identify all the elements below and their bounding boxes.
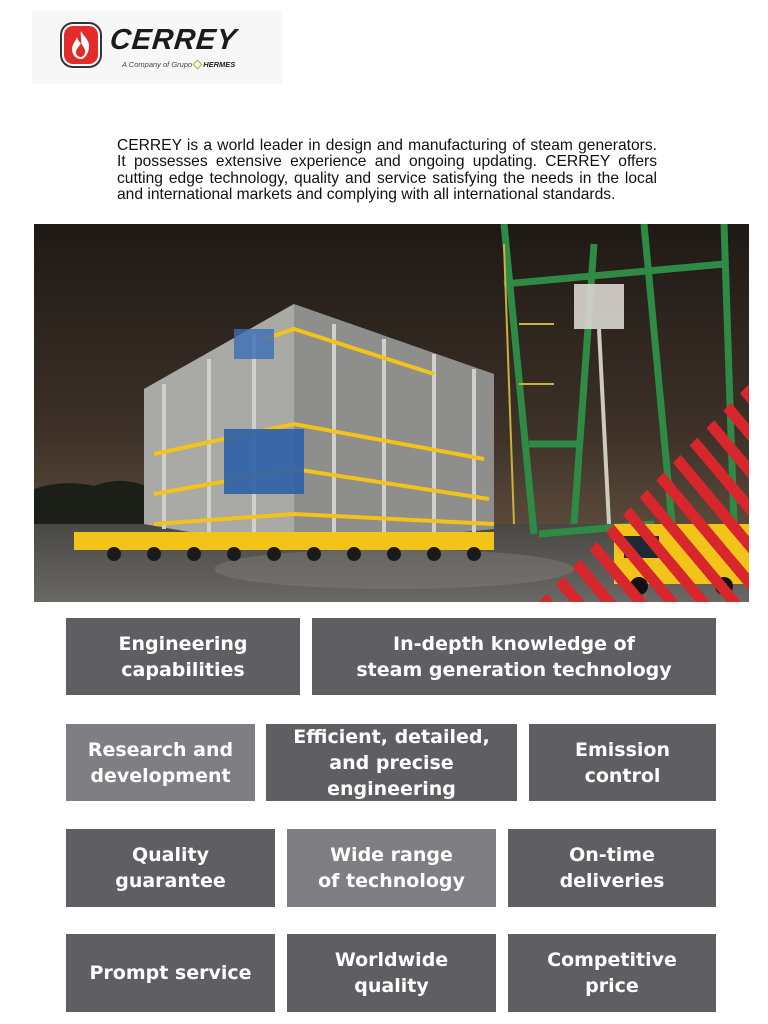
- steam-generator-image: [34, 224, 749, 602]
- intro-paragraph: CERREY is a world leader in design and manufacturing of steam generators. It possesses extensive experience and ongoing updating. CERREY offers cutting edge technology, quality and service satisfying the needs in the local and international markets and complying with all international standards.: [117, 136, 657, 204]
- tile-line: guarantee: [115, 870, 226, 892]
- tile-on-time-deliveries: [508, 829, 716, 907]
- tile-line: deliveries: [559, 870, 665, 892]
- parent-brand: HERMES: [203, 60, 236, 69]
- tile-line: Wide range: [330, 844, 453, 866]
- brand-wordmark: CERREY: [108, 24, 239, 56]
- logo-tagline: [122, 60, 235, 69]
- tile-engineering-capabilities: [66, 618, 300, 695]
- tile-line: capabilities: [121, 658, 245, 681]
- tile-research-development: [66, 724, 255, 801]
- tile-line: quality: [354, 975, 429, 997]
- tile-line: steam generation technology: [356, 658, 672, 681]
- flame-icon: [64, 26, 98, 64]
- tile-worldwide-quality: [287, 934, 496, 1012]
- tile-prompt-service: [66, 934, 275, 1012]
- tile-line: Worldwide: [334, 949, 449, 971]
- tile-line: Prompt service: [89, 962, 252, 984]
- tile-competitive-price: [508, 934, 716, 1012]
- tile-line: Engineering: [118, 632, 248, 655]
- tile-line: Efficient, detailed,: [293, 725, 490, 748]
- tile-line: Emission: [575, 738, 670, 761]
- tile-line: and precise engineering: [327, 751, 456, 800]
- tile-line: On-time: [569, 844, 655, 866]
- tile-line: Quality: [132, 844, 209, 866]
- tile-quality-guarantee: [66, 829, 275, 907]
- tile-line: price: [585, 975, 639, 997]
- tile-line: development: [90, 764, 231, 787]
- tile-efficient-engineering: [266, 724, 517, 801]
- tile-in-depth-knowledge: [312, 618, 716, 695]
- hermes-icon: [193, 60, 203, 70]
- tile-line: of technology: [318, 870, 465, 892]
- logo: [32, 10, 282, 84]
- tile-line: In-depth knowledge of: [393, 632, 635, 655]
- tile-line: Research and: [87, 738, 234, 761]
- tile-emission-control: [529, 724, 716, 801]
- tagline-prefix: A Company of Grupo: [122, 60, 193, 69]
- hero-photo: [34, 224, 749, 602]
- tile-wide-range-technology: [287, 829, 496, 907]
- tile-line: Competitive: [547, 949, 677, 971]
- tile-line: control: [584, 764, 661, 787]
